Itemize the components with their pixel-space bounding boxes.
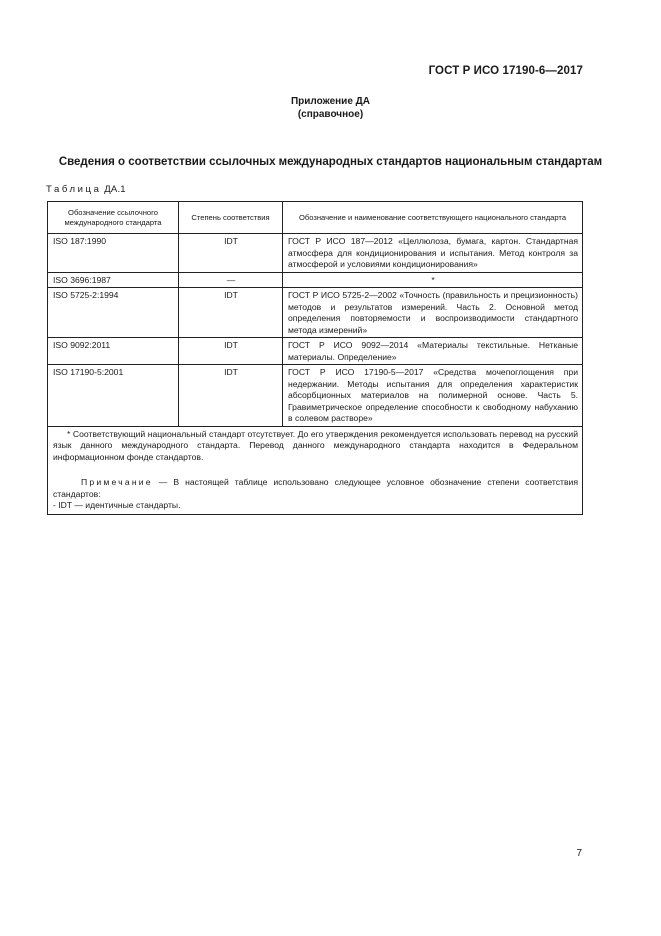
table-row xyxy=(48,338,583,365)
note-text: — В настоящей таблице использовано следующее условное обозначение степени соответствия стандартов: xyxy=(53,477,578,499)
column-header-reference-standard: Обозначение ссылочного международного стандарта xyxy=(48,202,179,234)
cell-degree: IDT xyxy=(179,234,283,273)
standards-correspondence-table xyxy=(47,201,583,515)
table-row xyxy=(48,234,583,273)
cell-reference-standard: ISO 3696:1987 xyxy=(48,272,179,288)
table-row xyxy=(48,288,583,338)
cell-reference-standard: ISO 9092:2011 xyxy=(48,338,179,365)
table-footer-row xyxy=(48,426,583,514)
column-header-degree: Степень соответствия xyxy=(179,202,283,234)
table-row xyxy=(48,365,583,427)
cell-degree: IDT xyxy=(179,338,283,365)
cell-reference-standard: ISO 5725-2:1994 xyxy=(48,288,179,338)
cell-degree: IDT xyxy=(179,288,283,338)
cell-national-standard: ГОСТ Р ИСО 5725-2—2002 «Точность (правильность и прецизионность) методов и результатов измерений. Часть 2. Основной метод определения повторяемости и воспроизводимости стандартного метода измерений» xyxy=(283,288,583,338)
page-number: 7 xyxy=(576,848,582,859)
appendix-subtitle: (справочное) xyxy=(297,109,364,120)
table-footnote: * Соответствующий национальный стандарт отсутствует. До его утверждения рекомендуется использовать перевод на русский язык данного международного стандарта. Перевод данного международного стандарта находится в Федеральном информационном фонде стандартов. xyxy=(53,428,578,462)
cell-degree: — xyxy=(179,272,283,288)
cell-national-standard: ГОСТ Р ИСО 9092—2014 «Материалы текстильные. Нетканые материалы. Определение» xyxy=(283,338,583,365)
cell-national-standard: * xyxy=(283,272,583,288)
table-footer xyxy=(48,426,583,514)
cell-national-standard: ГОСТ Р ИСО 17190-5—2017 «Средства мочепоглощения при недержании. Методы испытания для определения характеристик абсорбционных материалов на полимерной основе. Часть 5. Гравиметрическое определение способности к свободному набуханию в солевом растворе» xyxy=(283,365,583,427)
table-header-row xyxy=(48,202,583,234)
document-code: ГОСТ Р ИСО 17190-6—2017 xyxy=(428,65,583,77)
note-label: Примечание xyxy=(81,477,153,487)
cell-reference-standard: ISO 17190-5:2001 xyxy=(48,365,179,427)
appendix-title: Приложение ДА xyxy=(290,96,371,107)
section-title: Сведения о соответствии ссылочных международных стандартов национальным стандартам xyxy=(58,156,603,168)
table-note xyxy=(53,477,578,500)
table-row xyxy=(48,272,583,288)
cell-reference-standard: ISO 187:1990 xyxy=(48,234,179,273)
cell-national-standard: ГОСТ Р ИСО 187—2012 «Целлюлоза, бумага, картон. Стандартная атмосфера для кондиционирования и испытания. Метод контроля за атмосферой и условиями кондиционирования» xyxy=(283,234,583,273)
table-caption-number: ДА.1 xyxy=(104,184,126,195)
column-header-national-standard: Обозначение и наименование соответствующего национального стандарта xyxy=(283,202,583,234)
table-caption-word: Таблица xyxy=(46,184,102,195)
appendix-heading xyxy=(0,95,661,121)
table-caption xyxy=(46,184,126,195)
cell-degree: IDT xyxy=(179,365,283,427)
note-item: - IDT — идентичные стандарты. xyxy=(53,500,181,510)
